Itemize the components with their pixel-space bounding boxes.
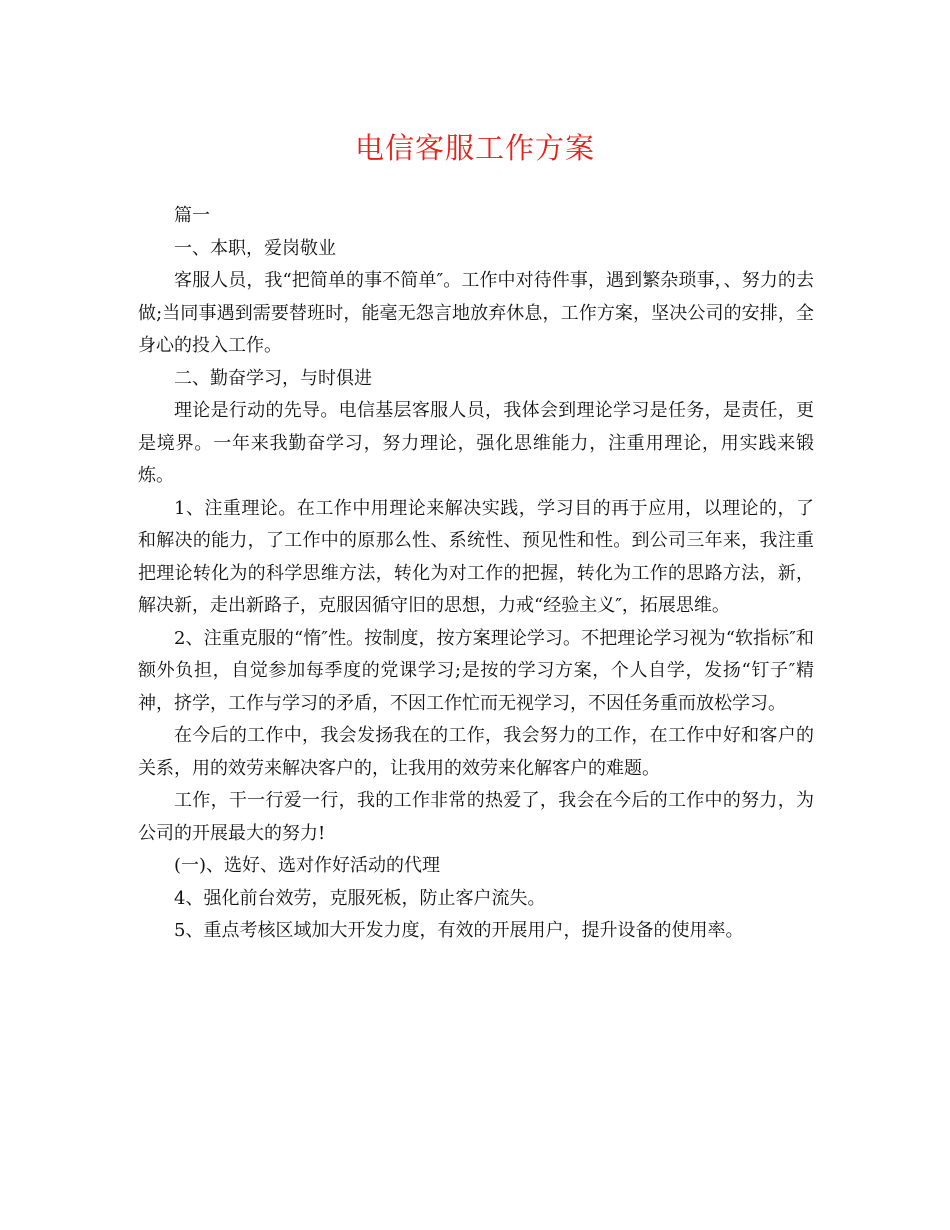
section-heading-2: 二、勤奋学习，与时俱进 xyxy=(174,367,372,389)
paragraph: 在今后的工作中，我会发扬我在的工作，我会努力的工作，在工作中好和客户的关系，用的效劳来解决客户的，让我用的效劳来化解客户的难题。 xyxy=(138,725,814,779)
paragraph: 客服人员，我“把简单的事不简单″。工作中对待件事，遇到繁杂琐事，、努力的去做;当同事遇到需要替班时，能毫无怨言地放弃休息，工作方案，坚决公司的安排，全身心的投入工作。 xyxy=(138,270,814,356)
paragraph: 理论是行动的先导。电信基层客服人员，我体会到理论学习是任务，是责任，更是境界。一年来我勤奋学习，努力理论，强化思维能力，注重用理论，用实践来锻炼。 xyxy=(138,400,814,486)
list-item: 5、重点考核区域加大开发力度，有效的开展用户，提升设备的使用率。 xyxy=(174,920,744,941)
document-body xyxy=(138,200,814,948)
section-heading-1: 一、本职，爱岗敬业 xyxy=(174,237,336,259)
paragraph: 1、注重理论。在工作中用理论来解决实践，学习目的再于应用，以理论的，了和解决的能力，了工作中的原那么性、系统性、预见性和性。到公司三年来，我注重把理论转化为的科学思维方法，转化为对工作的把握，转化为工作的思路方法，新，解决新，走出新路子，克服因循守旧的思想，力戒“经验主义″，拓展思维。 xyxy=(138,497,814,616)
list-item: (一)、选好、选对作好活动的代理 xyxy=(174,855,441,876)
list-item: 4、强化前台效劳，克服死板，防止客户流失。 xyxy=(174,887,546,909)
paragraph: 2、注重克服的“惰″性。按制度，按方案理论学习。不把理论学习视为“软指标″和额外负担，自觉参加每季度的党课学习;是按的学习方案，个人自学，发扬“钉子″精神，挤学，工作与学习的矛盾，不因工作忙而无视学习，不因任务重而放松学习。 xyxy=(138,627,814,714)
paragraph: 工作，干一行爱一行，我的工作非常的热爱了，我会在今后的工作中的努力，为公司的开展最大的努力! xyxy=(138,790,814,844)
document-title: 电信客服工作方案 xyxy=(354,131,595,165)
heading-part-one: 篇一 xyxy=(174,205,210,226)
